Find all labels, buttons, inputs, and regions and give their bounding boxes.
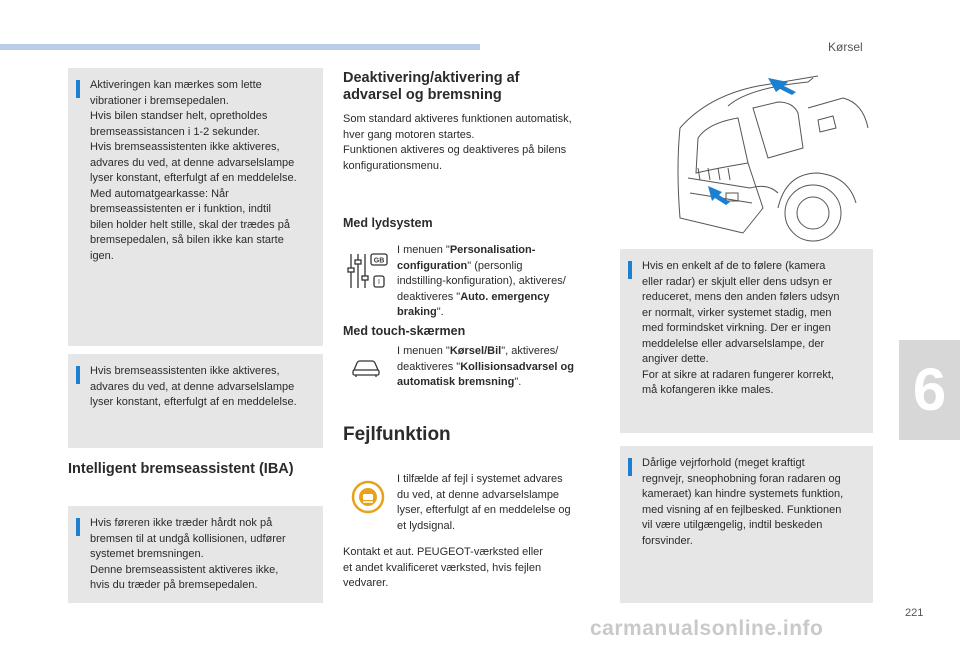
collision-warning-lamp-icon (350, 479, 386, 515)
contact-text: Kontakt et aut. PEUGEOT-værksted eller et andet kvalificeret værksted, hvis fejlen vedvarer. (343, 546, 543, 589)
note-text: Hvis føreren ikke træder hårdt nok på bremsen til at undgå kollisionen, udfører systemet bremsningen. Denne bremseassistent aktiveres ikke, hvis du træder på bremsepedalen. (90, 517, 286, 591)
touch-instructions: I menuen "Kørsel/Bil", aktiveres/ deaktiveres "Kollisionsadvarsel og automatisk bremsning". (397, 345, 574, 388)
note-text: Hvis bremseassistenten ikke aktiveres, advares du ved, at denne advarselslampe lyser konstant, efterfulgt af en meddelelse. (90, 365, 297, 408)
i-label: I (378, 279, 380, 286)
info-note-weather (620, 446, 873, 603)
car-icon (350, 355, 382, 379)
gb-label: GB (373, 257, 385, 265)
settings-sliders-icon (345, 250, 391, 292)
info-marker-icon (76, 80, 80, 98)
section-title: Kørsel (828, 40, 863, 54)
info-note-sensors (620, 249, 873, 433)
info-marker-icon (628, 458, 632, 476)
note-text: Aktiveringen kan mærkes som lette vibrationer i bremsepedalen. Hvis bilen standser helt, opretholdes bremseassistancen i 1-2 sekunder. Hvis bremseassistenten ikke aktiveres, advares du ved, at denne advarselslampe lyser konstant, efterfulgt af en meddelelse. Med automatgearkasse: Når bremseassistenten er i funktion, indtil bilen holder helt stille, skal der trædes på bremsepedalen, så bilen ikke kan starte igen. (90, 79, 297, 262)
info-note-iba (68, 506, 323, 603)
note-text: Dårlige vejrforhold (meget kraftigt regnvejr, sneophobning foran radaren og kameraet) kan hindre systemets funktion, med visning af en fejlbesked. Funktionen vil være utilgængelig, indtil beskeden forsvinder. (642, 457, 844, 547)
info-marker-icon (628, 261, 632, 279)
subheading-touch-screen: Med touch-skærmen (343, 324, 466, 338)
info-marker-icon (76, 366, 80, 384)
section-heading-deactivation: Deaktivering/aktivering af advarsel og bremsning (343, 70, 520, 103)
van-front-illustration (668, 68, 873, 246)
info-marker-icon (76, 518, 80, 536)
header-bar (0, 44, 480, 50)
chapter-tab[interactable]: 6 (899, 340, 960, 440)
info-note-warning (68, 354, 323, 448)
info-note-activation (68, 68, 323, 346)
page-number: 221 (905, 607, 924, 619)
note-text: Hvis en enkelt af de to følere (kamera eller radar) er skjult eller dens udsyn er reduceret, mens den anden følers udsyn er normalt, virker systemet stadig, men med formindsket virkning. Der er ingen meddelelse eller advarselslampe, der angiver dette. For at sikre at radaren fungerer korrekt, må kofangeren ikke males. (642, 260, 840, 396)
watermark: carmanualsonline.info (590, 617, 824, 640)
fault-text: I tilfælde af fejl i systemet advares du ved, at denne advarselslampe lyser, efterfulgt af en meddelelse og et lydsignal. (397, 473, 571, 532)
intro-paragraph: Som standard aktiveres funktionen automatisk, hver gang motoren startes. Funktionen aktiveres og deaktiveres på bilens konfigurationsmenu. (343, 113, 572, 172)
section-heading-fault: Fejlfunktion (343, 424, 451, 445)
subheading-audio-system: Med lydsystem (343, 216, 433, 230)
audio-instructions: I menuen "Personalisation- configuration" (personlig indstilling-konfiguration), aktiveres/ deaktiveres "Auto. emergency braking". (397, 244, 566, 318)
section-heading-iba: Intelligent bremseassistent (IBA) (68, 461, 294, 477)
